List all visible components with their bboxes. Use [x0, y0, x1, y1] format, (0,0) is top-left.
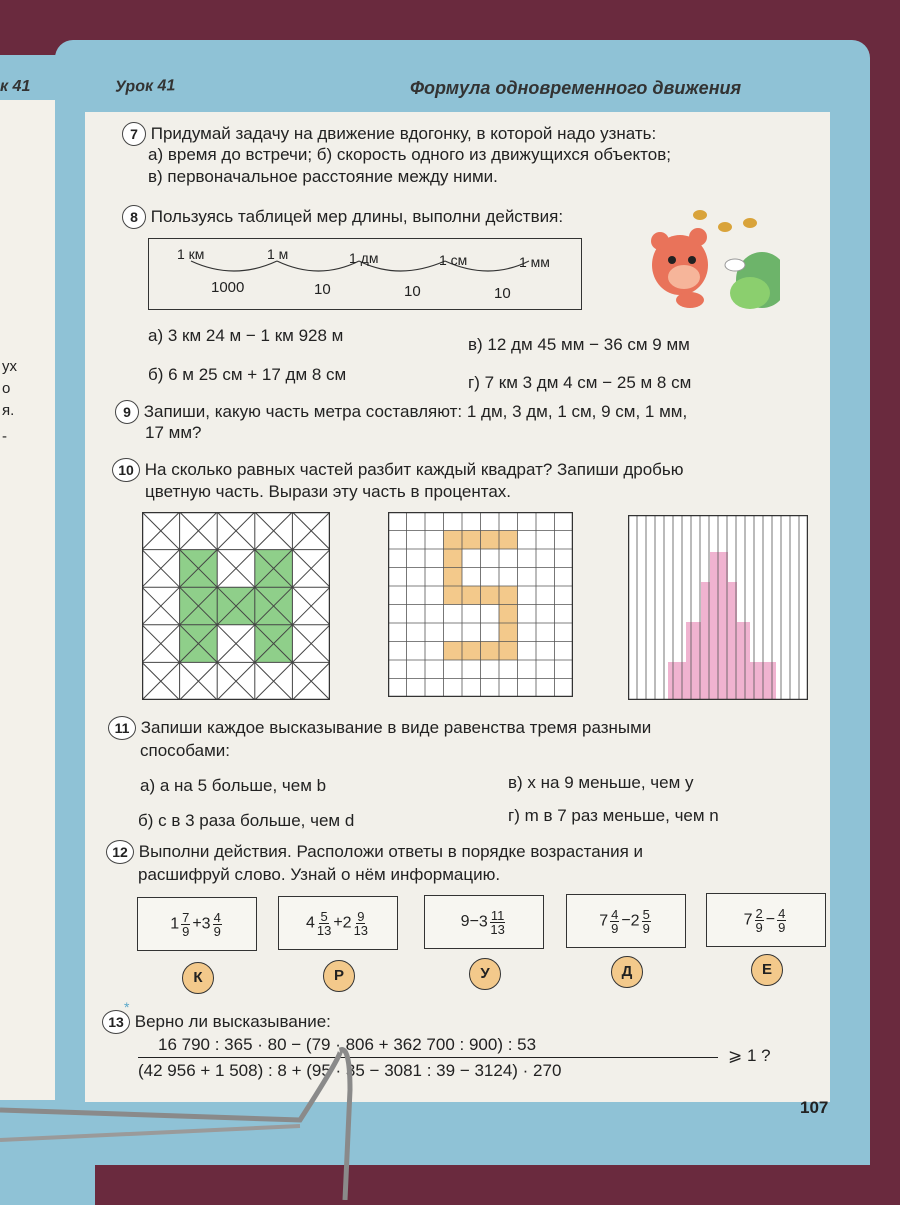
expression-box	[137, 897, 257, 951]
task-text: цветную часть. Вырази эту часть в процентах.	[145, 482, 512, 501]
ratio-label: 10	[404, 283, 421, 300]
unit-label: 1 мм	[519, 254, 550, 270]
expression-box	[706, 893, 826, 947]
operator: +	[192, 915, 202, 932]
exercise-8g: г) 7 км 3 дм 4 см − 25 м 8 см	[468, 373, 692, 392]
mixed-number: 3 $\frac{11}{13}$	[478, 907, 505, 937]
expression-denominator: (42 956 + 1 508) : 8 + (95 · 35 − 3081 : 39 − 3124) · 270	[138, 1061, 562, 1080]
mixed-number: 9	[460, 913, 470, 930]
star-mark: *	[124, 999, 130, 1015]
unit-label: 1 дм	[349, 250, 379, 266]
answer-letter: Д	[611, 956, 643, 988]
lesson-label: Урок 41	[114, 77, 176, 96]
statement-11v: в) x на 9 меньше, чем y	[508, 773, 694, 792]
page-title: Формула одновременного движения	[410, 78, 742, 98]
statement-11b: б) c в 3 раза больше, чем d	[138, 811, 355, 830]
task-text: а) время до встречи; б) скорость одного из движущихся объектов;	[148, 145, 671, 164]
wire-bookmark	[0, 1030, 360, 1200]
unit-label: 1 см	[439, 252, 468, 268]
expression-box	[278, 896, 398, 950]
expression-box	[424, 895, 544, 949]
task-12	[106, 840, 643, 864]
task-text: расшифруй слово. Узнай о нём информацию.	[138, 865, 501, 884]
task-8	[122, 205, 563, 229]
left-fragment: о	[2, 380, 11, 397]
mixed-number: 1 $\frac{7}{9}$	[170, 909, 190, 939]
task-11	[108, 716, 651, 740]
operator: +	[333, 914, 343, 931]
operator: −	[621, 912, 631, 929]
expression-box	[566, 894, 686, 948]
unit-label: 1 км	[177, 246, 205, 262]
unit-label: 1 м	[267, 246, 289, 262]
statement-11a: а) a на 5 больше, чем b	[140, 776, 327, 795]
task-text: Верно ли высказывание:	[134, 1012, 331, 1031]
bear-illustration	[640, 205, 780, 310]
task-number: 13	[102, 1010, 130, 1034]
square-five	[388, 512, 573, 697]
left-fragment: -	[2, 428, 7, 445]
answer-letter: К	[182, 962, 214, 994]
answer-letter: Е	[751, 954, 783, 986]
ratio-label: 1000	[211, 279, 245, 296]
task-10	[112, 458, 684, 482]
exercise-8v: в) 12 дм 45 мм − 36 см 9 мм	[468, 335, 690, 354]
task-text: в) первоначальное расстояние между ними.	[148, 167, 498, 186]
units-table	[148, 238, 582, 310]
task-number: 10	[112, 458, 140, 482]
left-fragment: я.	[2, 402, 15, 419]
exercise-8b: б) 6 м 25 см + 17 дм 8 см	[148, 365, 347, 384]
task-number: 12	[106, 840, 134, 864]
task-text: Выполни действия. Расположи ответы в порядке возрастания и	[138, 842, 644, 861]
task-text: Пользуясь таблицей мер длины, выполни действия:	[150, 207, 564, 226]
mixed-number: 2 $\frac{9}{13}$	[342, 908, 369, 938]
task-text: Придумай задачу на движение вдогонку, в которой надо узнать:	[150, 124, 657, 143]
mixed-number: 2 $\frac{5}{9}$	[630, 906, 650, 936]
expression-numerator: 16 790 : 365 · 80 − (79 · 806 + 362 700 : 900) : 53	[158, 1035, 537, 1054]
task-text: 17 мм?	[145, 423, 202, 442]
answer-letter: Р	[323, 960, 355, 992]
left-fragment: ух	[2, 358, 17, 375]
mixed-number: 4 $\frac{5}{13}$	[305, 908, 332, 938]
task-number: 8	[122, 205, 146, 229]
comparison: ⩾ 1 ?	[728, 1046, 771, 1065]
left-page-header: к 41	[0, 78, 31, 95]
mixed-number: 7 $\frac{4}{9}$	[599, 906, 619, 936]
mixed-number: 7 $\frac{2}{9}$	[743, 905, 763, 935]
square-h	[142, 512, 330, 700]
task-text: Запиши, какую часть метра составляют: 1 дм, 3 дм, 1 см, 9 см, 1 мм,	[143, 402, 688, 421]
task-text: На сколько равных частей разбит каждый квадрат? Запиши дробью	[144, 460, 684, 479]
square-tower	[628, 515, 808, 700]
page-number: 107	[800, 1098, 829, 1117]
exercise-8a: а) 3 км 24 м − 1 км 928 м	[148, 326, 344, 345]
mixed-number: 3 $\frac{4}{9}$	[201, 909, 221, 939]
task-7	[122, 122, 656, 146]
pink-tower-shape	[668, 552, 776, 699]
operator: −	[765, 911, 776, 928]
statement-11g: г) m в 7 раз меньше, чем n	[508, 806, 719, 825]
ratio-label: 10	[494, 285, 511, 302]
task-9	[115, 400, 687, 424]
task-number: 11	[108, 716, 136, 740]
operator: −	[469, 913, 479, 930]
ratio-label: 10	[314, 281, 331, 298]
mixed-number: $\frac{4}{9}$	[778, 905, 786, 935]
task-number: 7	[122, 122, 146, 146]
answer-letter: У	[469, 958, 501, 990]
task-text: способами:	[140, 741, 231, 760]
task-number: 9	[115, 400, 139, 424]
task-text: Запиши каждое высказывание в виде равенства тремя разными	[140, 718, 652, 737]
